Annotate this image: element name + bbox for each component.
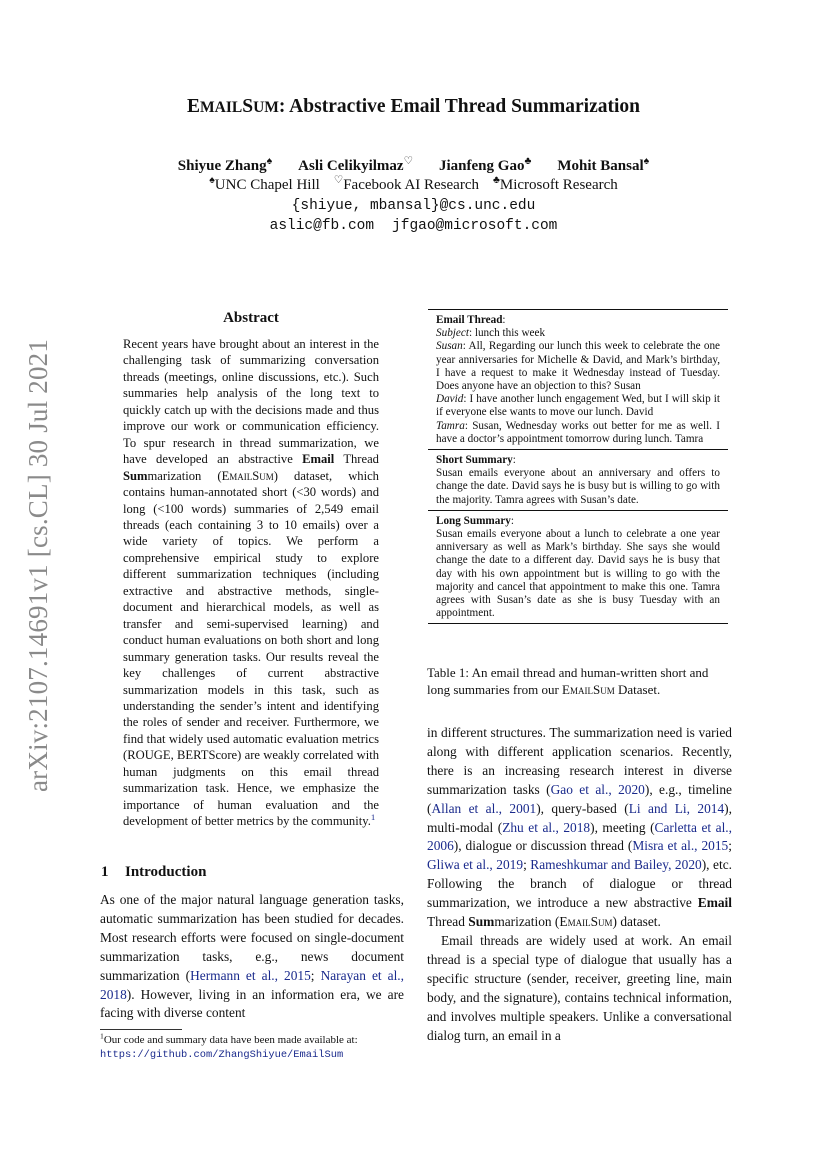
title-name-s: S — [242, 96, 254, 117]
body-paragraph: Email threads are widely used at work. An email thread is a special type of dialogue that usually has a specific structure (sender, receiver, greeting line, main body, and the signature), contains technical information, and involves multiple speakers. Unlike a conversational dialog turn, an email in a — [427, 932, 732, 1043]
citation-link[interactable]: Allan et al., 2001 — [431, 800, 537, 816]
citation-link[interactable]: Gliwa et al., 2019 — [427, 857, 524, 873]
email-message: : I have another lunch engagement Wed, but I will skip it if everyone else wants to move our lunch. David — [436, 393, 720, 419]
affiliation-mark: ♡ — [333, 175, 344, 186]
thread-label: Email Thread — [436, 314, 503, 326]
author-list — [0, 158, 827, 175]
email-speaker: Tamra — [436, 419, 465, 432]
body-text: ), dialogue or discussion thread ( — [453, 838, 633, 854]
author-mark: ♣ — [524, 156, 532, 167]
abstract-text: Recent years have brought about an interest in the challenging task of summarizing conversation threads (meetings, online discussions, etc.). Such summaries help analysis of the long text to quickly catch up with the decisions made and thus improve our work or communication efficiency. To spur research in thread summarization, we have developed an abstractive — [123, 337, 379, 467]
email-line-2 — [0, 218, 827, 234]
body-text: Thread — [427, 914, 469, 930]
caption-text: Table 1: An email thread and human-written short and long summaries from our — [427, 665, 709, 697]
abstract-heading: Abstract — [223, 310, 279, 326]
body-text: ; — [728, 838, 732, 854]
footnote-mark: 1 — [100, 1031, 104, 1041]
short-summary-text: Susan emails everyone about an anniversary and offers to change the date. David says he is busy but is willing to go with the majority. Tamra agrees with Susan’s date. — [436, 467, 720, 506]
body-text: marization ( — [494, 914, 560, 930]
section-heading-introduction — [101, 864, 206, 881]
table-email-thread-example — [428, 309, 728, 624]
body-text: ), query-based ( — [536, 800, 629, 816]
footnote — [100, 1033, 405, 1062]
affiliation-name: UNC Chapel Hill — [214, 177, 320, 193]
section-title: Introduction — [125, 864, 207, 880]
body-text: ), etc. Following the branch of dialogue or thread summarization, we introduce a new abstractive — [427, 857, 732, 911]
citation-link[interactable]: Rameshkumar and Bailey, 2020 — [530, 857, 702, 873]
footnote-text: Our code and summary data have been made available at: — [103, 1034, 358, 1046]
footnote-ref[interactable]: 1 — [370, 811, 376, 822]
short-summary-label: Short Summary — [436, 454, 513, 467]
body-text: As one of the major natural language generation tasks, automatic summarization has been studied for decades. Most research efforts were focused on single-document summarization tasks, e.g., news document summarization ( — [100, 892, 404, 983]
citation-link[interactable]: Narayan et al., 2018 — [100, 967, 404, 1002]
author-name: Asli Celikyilmaz — [298, 158, 404, 174]
footnote-divider — [100, 1029, 182, 1030]
subject-text: : lunch this week — [468, 327, 546, 340]
abstract-text: Thread — [334, 452, 379, 467]
dataset-name: EmailSum — [562, 681, 615, 697]
bold-email: Email — [697, 895, 732, 911]
body-text: in different structures. The summarization need is varied along with different application scenarios. Recently, there is an increasing research interest in diverse summarization tasks ( — [427, 725, 732, 797]
long-summary-text: Susan emails everyone about a lunch to celebrate a one year anniversary as well as Mark’s birthday. She says she would change the date to a different day. David says he is busy that day with his own appointment but is willing to go with the majority and cancel that appointment to make this one. Tamra agrees with Susan’s date as she is busy Tuesday with an appointment. — [436, 528, 720, 620]
title-name-e: E — [186, 96, 200, 117]
title-rest: : Abstractive Email Thread Summarization — [278, 96, 640, 117]
citation-link[interactable]: Misra et al., 2015 — [632, 838, 729, 854]
email-speaker: David — [436, 393, 464, 406]
table-thread-cell: Email Thread: Subject: lunch this week Susan: All, Regarding our lunch this week to celebrate the one year anniversaries for Michelle & David, and Mark’s birthday, I have a request to make it Wednesday instead of Tuesday. Does anyone have an objection to this? Susan David: I have another lunch engagement Wed, but I will skip it if everyone else wants to move our lunch. David Tamra: Susan, Wednesday works out better for me as well. I have a doctor’s appointment tomorrow during lunch. Tamra — [436, 314, 720, 445]
affiliation-name: Microsoft Research — [499, 177, 618, 193]
affiliation-mark: ♠ — [209, 175, 215, 186]
dataset-name: EmailSum — [559, 914, 613, 930]
subject-label: Subject — [436, 327, 469, 340]
citation-link[interactable]: Hermann et al., 2015 — [190, 967, 311, 983]
email-speaker: Susan — [436, 340, 463, 353]
citation-link[interactable]: Gao et al., 2020 — [550, 781, 645, 797]
affiliation-mark: ♣ — [493, 175, 500, 186]
abstract-text: ) dataset, which contains human-annotated short (<30 words) and long (<100 words) summaries of 2,549 email threads (each containing 3 to 10 emails) over a wide variety of topics. We perform a comprehensive empirical study to explore different summarization techniques (including extractive and abstractive methods, single-document and hierarchical models, as well as transfer and semi-supervised learning) and conduct human evaluations on both short and long summary generation tasks. Our results reveal the key challenges of current abstractive summarization models in this task, such as understanding the sender’s intent and identifying the roles of sender and receiver. Furthermore, we find that widely used automatic evaluation metrics (ROUGE, BERTScore) are weakly correlated with human judgments on this email thread summarization task. Hence, we emphasize the importance of human evaluation and the development of better metrics by the community. — [123, 468, 379, 829]
table-caption — [427, 665, 731, 698]
table-short-summary-cell: Short Summary: Susan emails everyone about an anniversary and offers to change the date. David says he is busy but is willing to go with the majority. Tamra agrees with Susan’s date. — [436, 454, 720, 506]
abstract-bold-email: Email — [302, 452, 335, 467]
citation-link[interactable]: Carletta et al., 2006 — [427, 819, 732, 854]
footnote-url-link[interactable]: https://github.com/ZhangShiyue/EmailSum — [100, 1049, 344, 1061]
table-long-summary-cell: Long Summary: Susan emails everyone about a lunch to celebrate a one year anniversary as well as Mark’s birthday. She says she would change the date to a different day. David says he is busy that day with his own appointment but is willing to go with the majority and cancel that appointment to make this one. Tamra agrees with Susan’s date as she is busy Tuesday with an appointment. — [436, 514, 720, 620]
title-name-mail: MAIL — [200, 99, 243, 116]
author-name: Jianfeng Gao — [439, 158, 525, 174]
right-column-body — [427, 724, 732, 1045]
body-text: ) dataset. — [612, 914, 661, 930]
arxiv-identifier-stamp: arXiv:2107.14691v1 [cs.CL] 30 Jul 2021 — [23, 338, 53, 792]
affiliation-list — [0, 177, 827, 194]
body-text: ; — [523, 857, 531, 873]
introduction-paragraph — [100, 891, 404, 1023]
author-mark: ♠ — [266, 156, 273, 167]
email-message: : All, Regarding our lunch this week to celebrate the one year anniversaries for Michelle & David, and Mark’s birthday, I have a request to make it Wednesday instead of Tuesday. Does anyone have an objection to this? Susan — [436, 340, 720, 393]
paper-title — [0, 96, 827, 118]
body-text: ). However, living in an information era, we are facing with diverse content — [100, 986, 404, 1021]
long-summary-label: Long Summary — [436, 514, 511, 527]
affiliation-name: Facebook AI Research — [343, 177, 479, 193]
citation-link[interactable]: Zhu et al., 2018 — [502, 819, 591, 835]
email-address: jfgao@microsoft.com — [392, 218, 558, 234]
bold-sum: Sum — [468, 914, 495, 930]
email-address: aslic@fb.com — [269, 218, 375, 234]
body-text: ), e.g., timeline ( — [427, 781, 732, 816]
body-text: ), meeting ( — [590, 819, 655, 835]
title-name-um: UM — [253, 99, 279, 116]
email-line-1: {shiyue, mbansal}@cs.unc.edu — [291, 198, 536, 214]
abstract-body — [123, 336, 379, 830]
body-text: ), multi-modal ( — [427, 800, 732, 835]
author-name: Mohit Bansal — [557, 158, 644, 174]
section-number: 1 — [101, 864, 109, 880]
citation-link[interactable]: Li and Li, 2014 — [628, 800, 725, 816]
dataset-name: EmailSum — [221, 468, 274, 483]
abstract-text: marization ( — [147, 468, 222, 483]
body-text: ; — [310, 967, 321, 983]
author-mark: ♠ — [643, 156, 650, 167]
author-name: Shiyue Zhang — [177, 158, 267, 174]
email-message: : Susan, Wednesday works out better for me as well. I have a doctor’s appointment tomorrow during lunch. Tamra — [436, 419, 720, 445]
caption-text: Dataset. — [614, 681, 661, 697]
author-mark: ♡ — [403, 156, 414, 167]
abstract-bold-sum: Sum — [123, 468, 148, 483]
body-paragraph — [427, 724, 732, 932]
